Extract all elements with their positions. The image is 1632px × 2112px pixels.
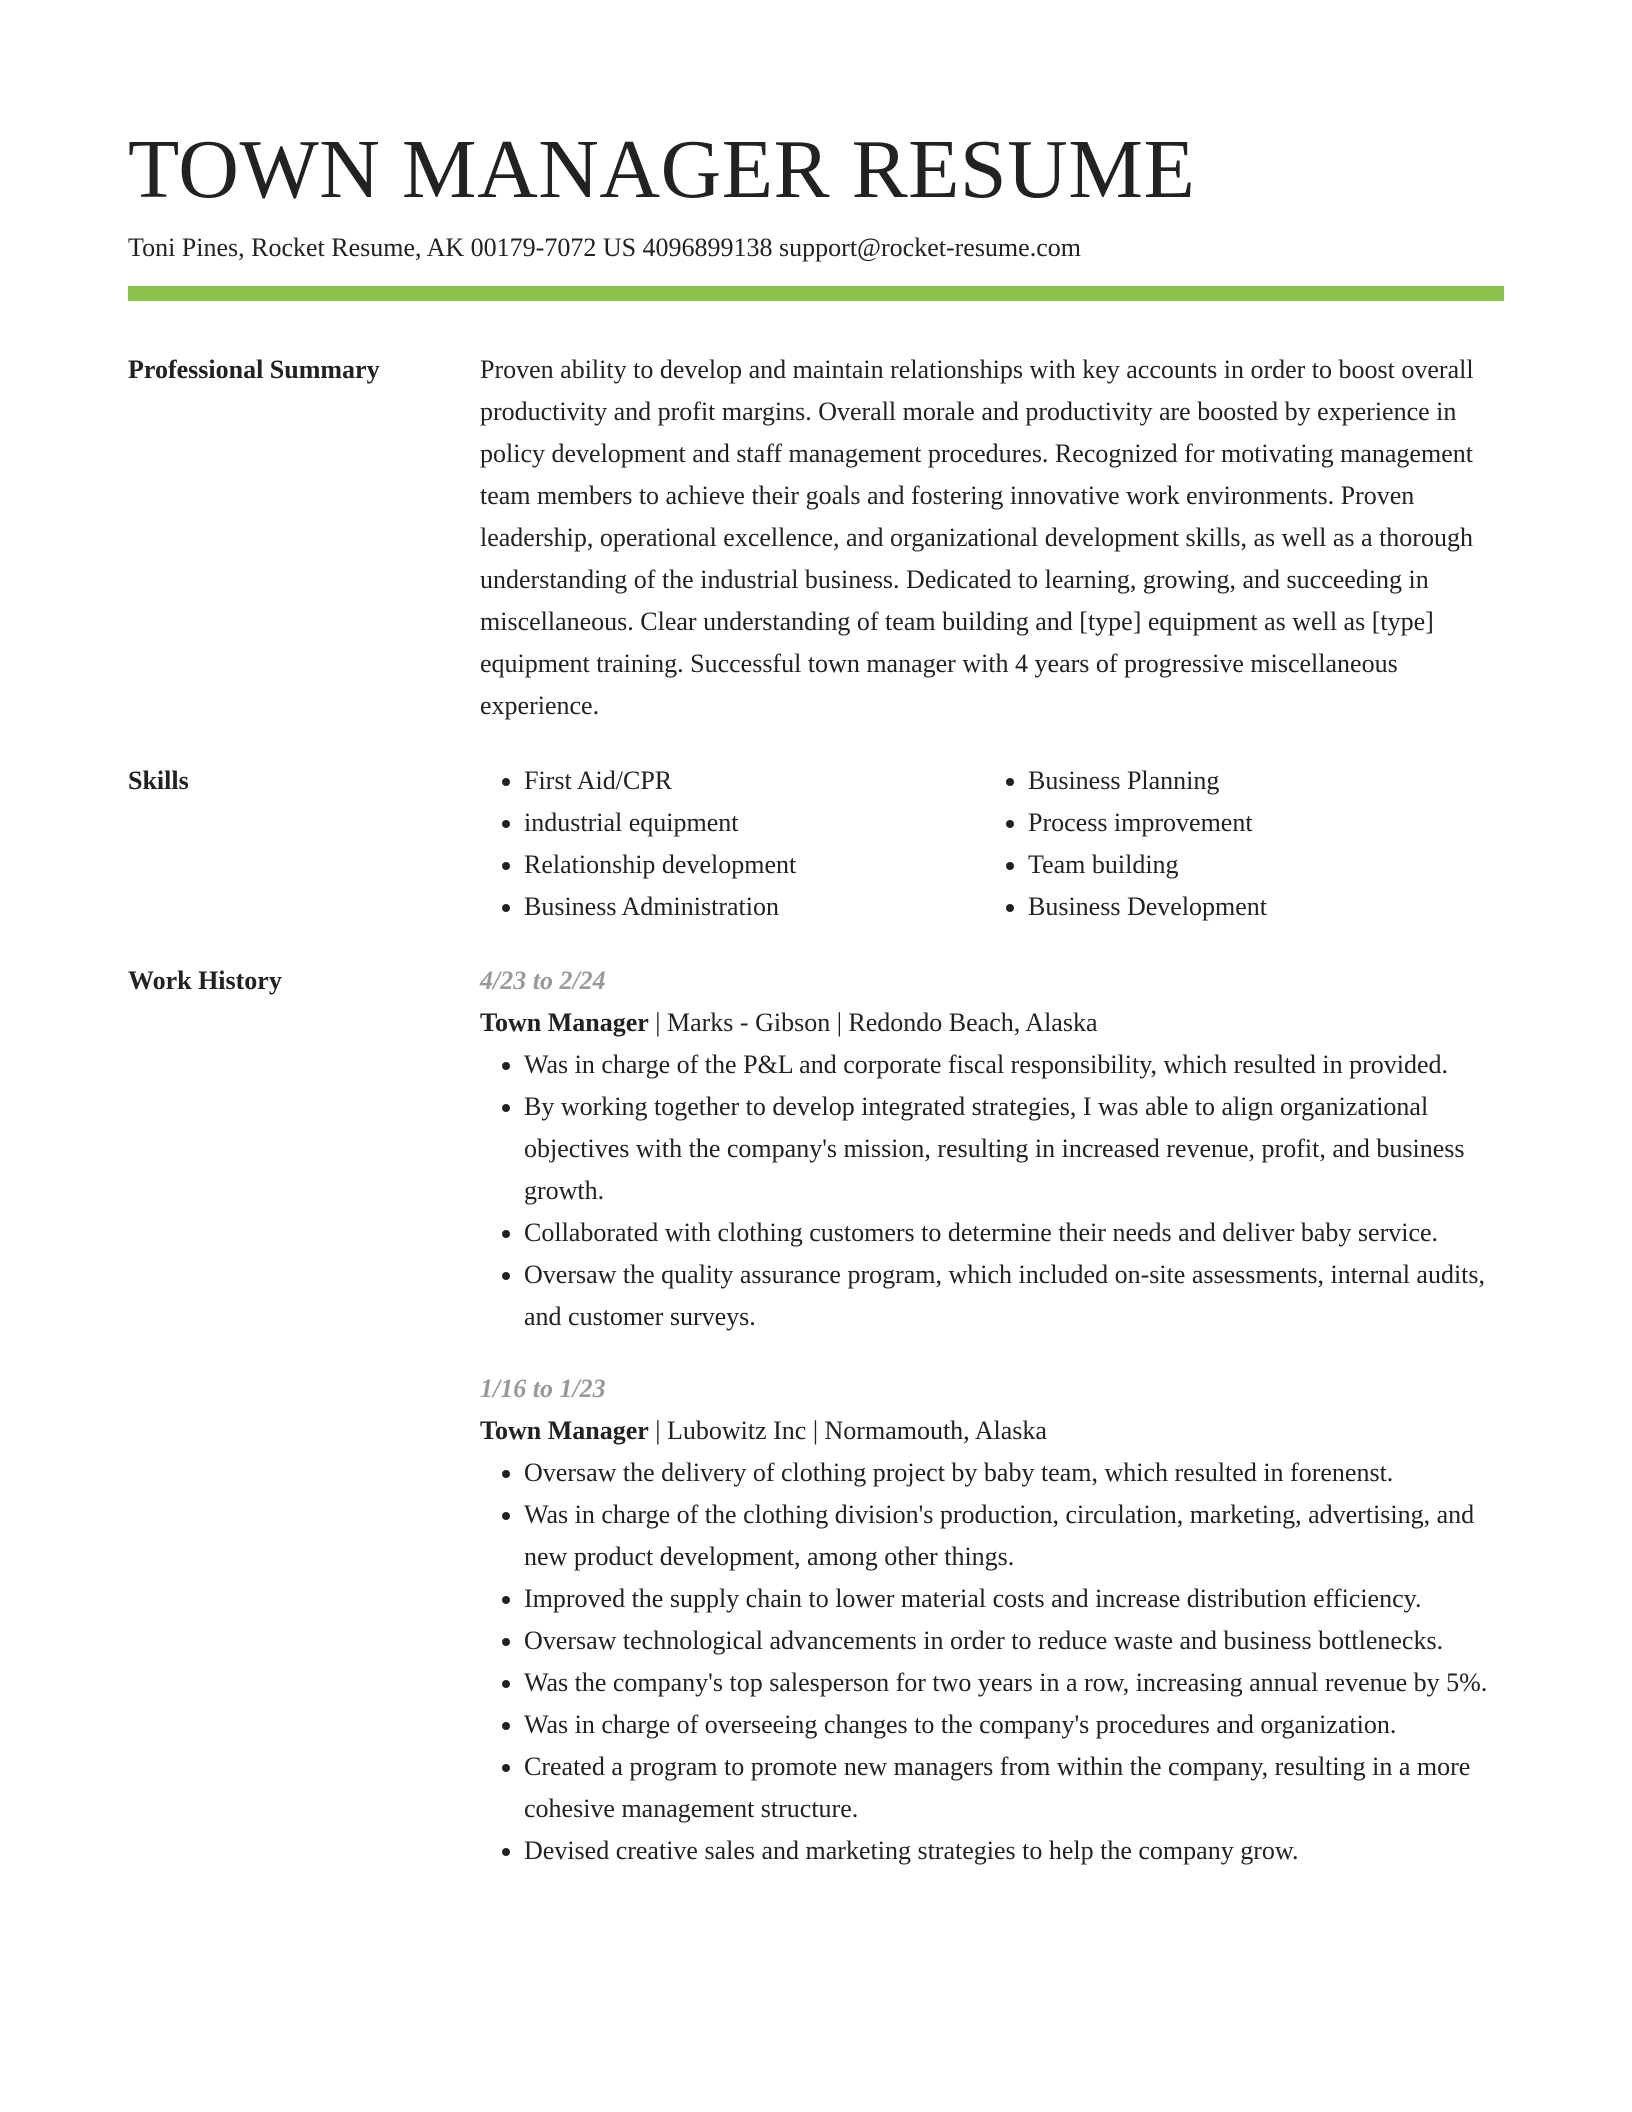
- job-bullet: • Devised creative sales and marketing strategies to help the company grow.: [524, 1830, 1504, 1872]
- skills-column-right: [984, 760, 1488, 928]
- work-history-heading: Work History: [128, 966, 282, 995]
- skill-item: • Business Planning: [1028, 760, 1488, 802]
- summary-body: [480, 349, 1504, 727]
- job-title: Town Manager: [480, 1008, 649, 1037]
- job-bullet: • Collaborated with clothing customers to determine their needs and deliver baby service.: [524, 1212, 1504, 1254]
- skill-item: • First Aid/CPR: [524, 760, 984, 802]
- job-bullet: • Was in charge of the P&L and corporate fiscal responsibility, which resulted in provided.: [524, 1044, 1504, 1086]
- job-bullet: • Was in charge of the clothing division's production, circulation, marketing, advertising, and new product development, among other things.: [524, 1494, 1504, 1578]
- job-heading: [480, 1410, 1504, 1452]
- job-bullet: • Oversaw the delivery of clothing project by baby team, which resulted in forenenst.: [524, 1452, 1504, 1494]
- skill-item: • industrial equipment: [524, 802, 984, 844]
- job-employer-location: | Marks - Gibson | Redondo Beach, Alaska: [648, 1008, 1098, 1037]
- job-bullet: • By working together to develop integrated strategies, I was able to align organizational objectives with the company's mission, resulting in increased revenue, profit, and business growth.: [524, 1086, 1504, 1212]
- summary-heading: Professional Summary: [128, 355, 380, 384]
- work-history-body: [480, 960, 1504, 1872]
- job-bullets: [480, 1044, 1504, 1338]
- skills-body: [480, 760, 1504, 928]
- contact-line: Toni Pines, Rocket Resume, AK 00179-7072 US 4096899138 support@rocket-resume.com: [128, 233, 1081, 262]
- job-bullet: • Oversaw technological advancements in order to reduce waste and business bottlenecks.: [524, 1620, 1504, 1662]
- job-entry: [480, 1368, 1504, 1872]
- skill-item: • Team building: [1028, 844, 1488, 886]
- job-bullets: [480, 1452, 1504, 1872]
- skill-item: • Business Development: [1028, 886, 1488, 928]
- job-bullet: • Was in charge of overseeing changes to the company's procedures and organization.: [524, 1704, 1504, 1746]
- job-bullet: • Was the company's top salesperson for two years in a row, increasing annual revenue by 5%.: [524, 1662, 1504, 1704]
- skill-item: • Relationship development: [524, 844, 984, 886]
- summary-text: Proven ability to develop and maintain relationships with key accounts in order to boost overall productivity and profit margins. Overall morale and productivity are boosted by experience in policy development and staff management procedures. Recognized for motivating management team members to achieve their goals and fostering innovative work environments. Proven leadership, operational excellence, and organizational development skills, as well as a thorough understanding of the industrial business. Dedicated to learning, growing, and succeeding in miscellaneous. Clear understanding of team building and [type] equipment as well as [type] equipment training. Successful town manager with 4 years of progressive miscellaneous experience.: [480, 355, 1474, 720]
- skill-item: • Business Administration: [524, 886, 984, 928]
- job-dates: 1/16 to 1/23: [480, 1374, 606, 1403]
- job-bullet: • Created a program to promote new managers from within the company, resulting in a more cohesive management structure.: [524, 1746, 1504, 1830]
- skills-column-left: [480, 760, 984, 928]
- skills-heading: Skills: [128, 766, 189, 795]
- job-heading: [480, 1002, 1504, 1044]
- job-dates: 4/23 to 2/24: [480, 966, 606, 995]
- job-bullet: • Oversaw the quality assurance program, which included on-site assessments, internal audits, and customer surveys.: [524, 1254, 1504, 1338]
- skill-item: • Process improvement: [1028, 802, 1488, 844]
- job-employer-location: | Lubowitz Inc | Normamouth, Alaska: [648, 1416, 1047, 1445]
- accent-divider: [128, 286, 1504, 301]
- resume-title: TOWN MANAGER RESUME: [128, 123, 1196, 216]
- job-bullet: • Improved the supply chain to lower material costs and increase distribution efficiency.: [524, 1578, 1504, 1620]
- job-title: Town Manager: [480, 1416, 649, 1445]
- job-entry: [480, 960, 1504, 1338]
